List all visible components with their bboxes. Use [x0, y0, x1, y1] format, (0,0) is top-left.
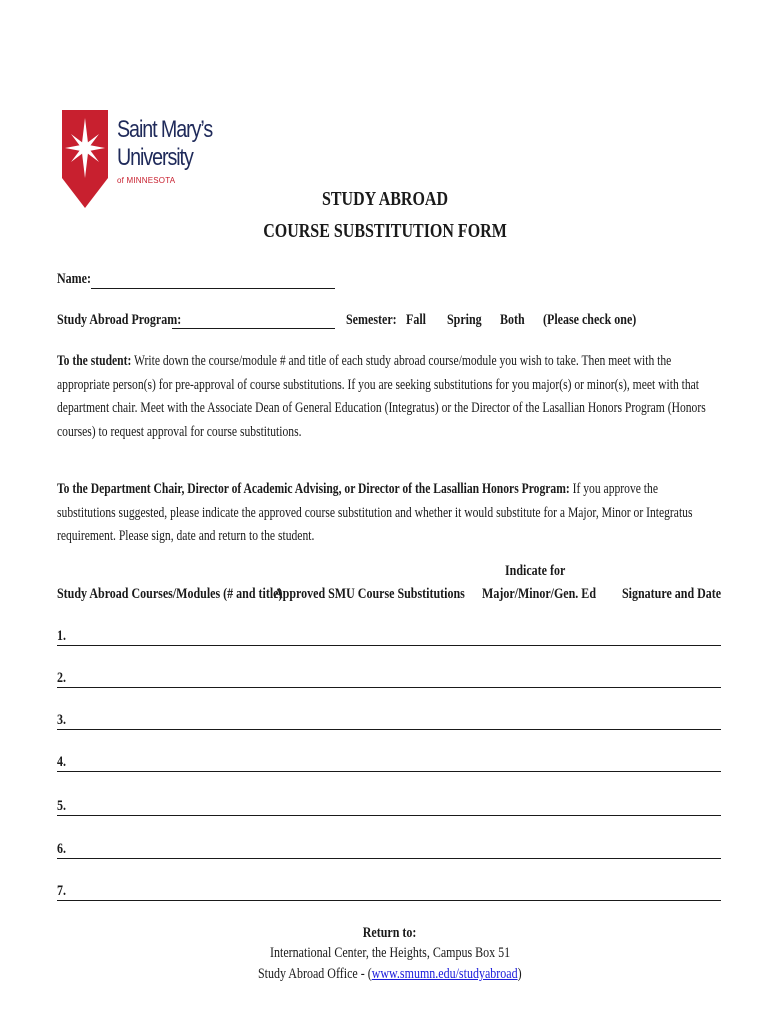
program-field[interactable]: [172, 328, 335, 329]
line-number: 3.: [57, 712, 66, 728]
column-header-indicate-line2: Major/Minor/Gen. Ed: [482, 586, 596, 602]
course-line-4[interactable]: [57, 751, 721, 772]
line-number: 6.: [57, 841, 66, 857]
office-suffix: ): [517, 966, 522, 982]
chair-instructions-lead: To the Department Chair, Director of Academic Advising, or Director of the Lasallian Honors Program:: [57, 481, 570, 497]
name-row: [57, 271, 99, 288]
course-line-5[interactable]: [57, 795, 721, 816]
column-header-signature-date: Signature and Date: [622, 586, 722, 602]
student-instructions-lead: To the student:: [57, 353, 132, 369]
semester-option-spring[interactable]: Spring: [447, 312, 482, 328]
course-line-7[interactable]: [57, 880, 721, 901]
logo-wordmark-line2: University: [117, 144, 193, 171]
form-title-line1: STUDY ABROAD: [321, 188, 449, 210]
study-abroad-link[interactable]: www.smumn.edu/studyabroad: [371, 966, 518, 982]
line-number: 1.: [57, 628, 66, 644]
return-to-heading: Return to:: [363, 925, 417, 941]
study-abroad-office: [0, 966, 770, 983]
student-instructions: [57, 350, 715, 444]
line-number: 4.: [57, 754, 66, 770]
column-header-approved-substitutions: Approved SMU Course Substitutions: [274, 586, 465, 602]
course-line-3[interactable]: [57, 709, 721, 730]
semester-option-fall[interactable]: Fall: [406, 312, 426, 328]
course-line-2[interactable]: [57, 667, 721, 688]
office-prefix: Study Abroad Office - (: [258, 966, 372, 982]
chair-instructions: [57, 478, 715, 549]
line-number: 2.: [57, 670, 66, 686]
logo-wordmark-line3: of MINNESOTA: [117, 176, 176, 185]
semester-label-wrap: [346, 312, 409, 329]
chair-instructions-text: If you approve the substitutions suggested, please indicate the approved course substitution and whether it would substitute for a Major, Minor or Integratus requirement. Please sign, date and return to the student.: [57, 481, 693, 544]
name-label: Name:: [57, 271, 91, 287]
student-instructions-text: Write down the course/module # and title of each study abroad course/module you wish to take. Then meet with the appropriate person(s) for pre-approval of course substitutions. If you are seeking substitutions for you major(s) or minor(s), meet with that department chair. Meet with the Associate Dean of General Education (Integratus) or the Director of the Lasallian Honors Program (Honors courses) to request approval for course substitutions.: [57, 353, 706, 440]
logo-wordmark-line1: Saint Mary’s: [117, 116, 213, 143]
semester-label: Semester:: [346, 312, 397, 328]
line-number: 5.: [57, 798, 66, 814]
column-header-indicate-line1: Indicate for: [505, 563, 566, 579]
program-row: [57, 312, 212, 329]
name-field[interactable]: [91, 288, 335, 289]
semester-option-both[interactable]: Both: [500, 312, 525, 328]
semester-note: (Please check one): [543, 312, 637, 328]
semester-note-wrap: [543, 312, 660, 329]
program-label: Study Abroad Program:: [57, 312, 182, 328]
course-line-1[interactable]: [57, 625, 721, 646]
course-line-6[interactable]: [57, 838, 721, 859]
form-title-line2: COURSE SUBSTITUTION FORM: [263, 220, 507, 242]
return-address: International Center, the Heights, Campus Box 51: [269, 945, 511, 961]
line-number: 7.: [57, 883, 66, 899]
column-header-study-abroad-courses: Study Abroad Courses/Modules (# and title): [57, 586, 283, 602]
